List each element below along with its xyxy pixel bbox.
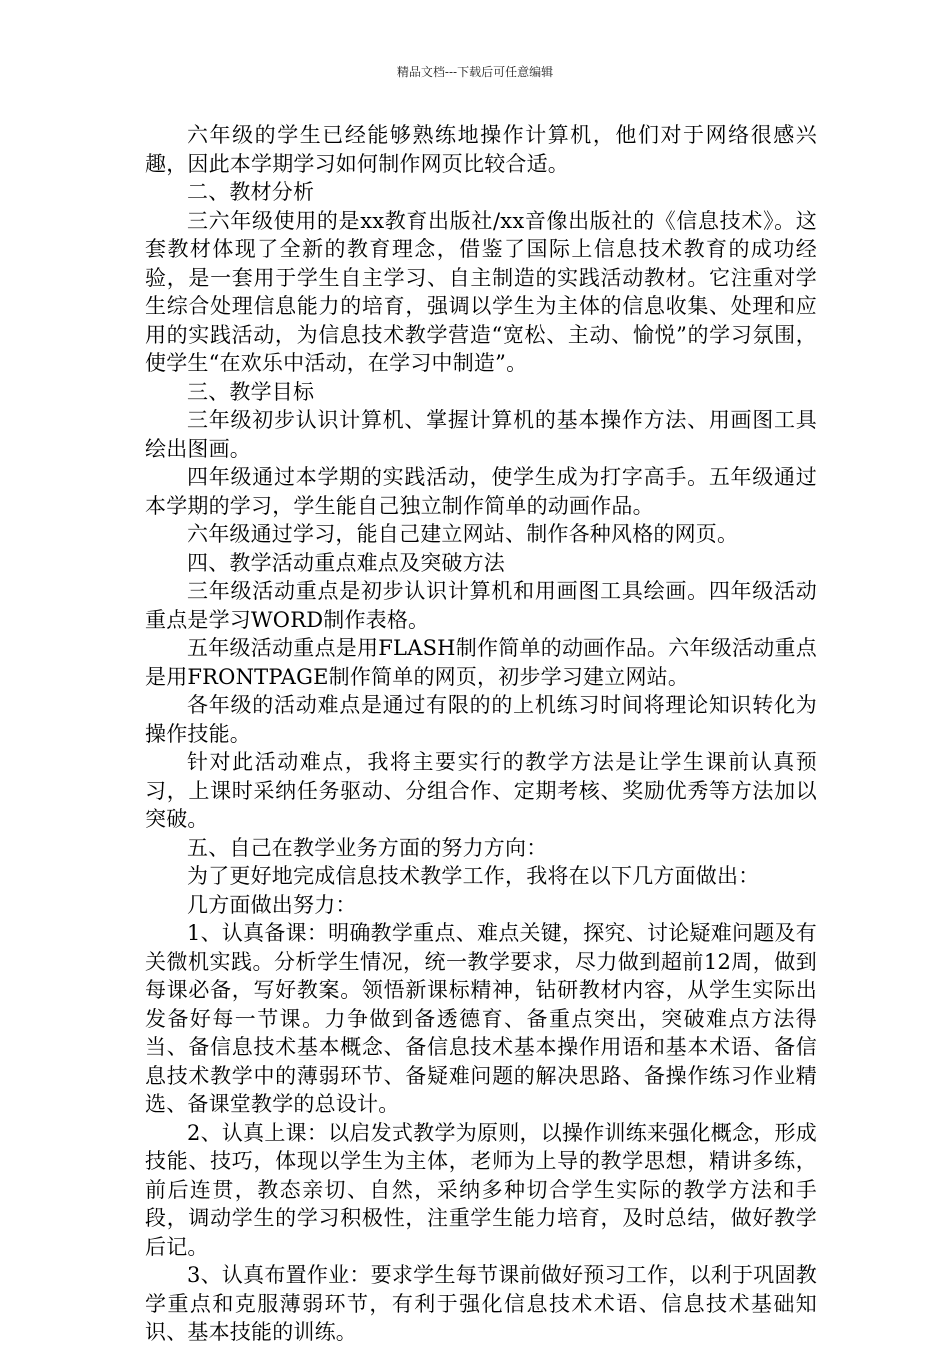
- list-item: 2、认真上课：以启发式教学为原则，以操作训练来强化概念，形成技能、技巧，体现以学生为主体，老师为上导的教学思想，精讲多练，前后连贯，教态亲切、自然，采纳多种切合学生实际的教学方法和手段，调动学生的学习积极性，注重学生能力培育，及时总结，做好教学后记。: [145, 1120, 817, 1259]
- paragraph: 为了更好地完成信息技术教学工作，我将在以下几方面做出：: [187, 864, 760, 888]
- section-heading: 三、教学目标: [187, 379, 315, 404]
- paragraph: 六年级的学生已经能够熟练地操作计算机，他们对于网络很感兴趣，因此本学期学习如何制作网页比较合适。: [145, 123, 817, 176]
- document-body: [145, 121, 817, 1347]
- paragraph: 三年级初步认识计算机、掌握计算机的基本操作方法、用画图工具绘出图画。: [145, 408, 817, 461]
- list-item: 3、认真布置作业：要求学生每节课前做好预习工作，以利于巩固教学重点和克服薄弱环节，有利于强化信息技术术语、信息技术基础知识、基本技能的训练。: [145, 1263, 817, 1344]
- paragraph: 三年级活动重点是初步认识计算机和用画图工具绘画。四年级活动重点是学习WORD制作表格。: [145, 579, 817, 632]
- section-heading: 二、教材分析: [187, 180, 315, 204]
- paragraph: 针对此活动难点，我将主要实行的教学方法是让学生课前认真预习，上课时采纳任务驱动、分组合作、定期考核、奖励优秀等方法加以突破。: [145, 750, 817, 831]
- paragraph: 几方面做出努力：: [187, 892, 357, 917]
- paragraph: 五年级活动重点是用FLASH制作简单的动画作品。六年级活动重点是用FRONTPAGE制作简单的网页，初步学习建立网站。: [145, 636, 817, 689]
- paragraph: 三六年级使用的是xx教育出版社/xx音像出版社的《信息技术》。这套教材体现了全新的教育理念，借鉴了国际上信息技术教育的成功经验，是一套用于学生自主学习、自主制造的实践活动教材。它注重对学生综合处理信息能力的培育，强调以学生为主体的信息收集、处理和应用的实践活动，为信息技术教学营造“宽松、主动、愉悦”的学习氛围，使学生“在欢乐中活动，在学习中制造”。: [145, 208, 817, 375]
- list-item: 1、认真备课：明确教学重点、难点关键，探究、讨论疑难问题及有关微机实践。分析学生情况，统一教学要求，尽力做到超前12周，做到每课必备，写好教案。领悟新课标精神，钻研教材内容，从学生实际出发备好每一节课。力争做到备透德育、备重点突出，突破难点方法得当、备信息技术基本概念、备信息技术基本操作用语和基本术语、备信息技术教学中的薄弱环节、备疑难问题的解决思路、备操作练习作业精选、备课堂教学的总设计。: [145, 921, 817, 1116]
- page-header: 精品文档---下载后可任意编辑: [396, 65, 554, 79]
- paragraph: 各年级的活动难点是通过有限的的上机练习时间将理论知识转化为操作技能。: [145, 693, 817, 746]
- paragraph: 六年级通过学习，能自己建立网站、制作各种风格的网页。: [187, 522, 739, 546]
- section-heading: 五、自己在教学业务方面的努力方向：: [187, 835, 548, 860]
- paragraph: 四年级通过本学期的实践活动，使学生成为打字高手。五年级通过本学期的学习，学生能自己独立制作简单的动画作品。: [145, 465, 817, 518]
- section-heading: 四、教学活动重点难点及突破方法: [187, 550, 505, 575]
